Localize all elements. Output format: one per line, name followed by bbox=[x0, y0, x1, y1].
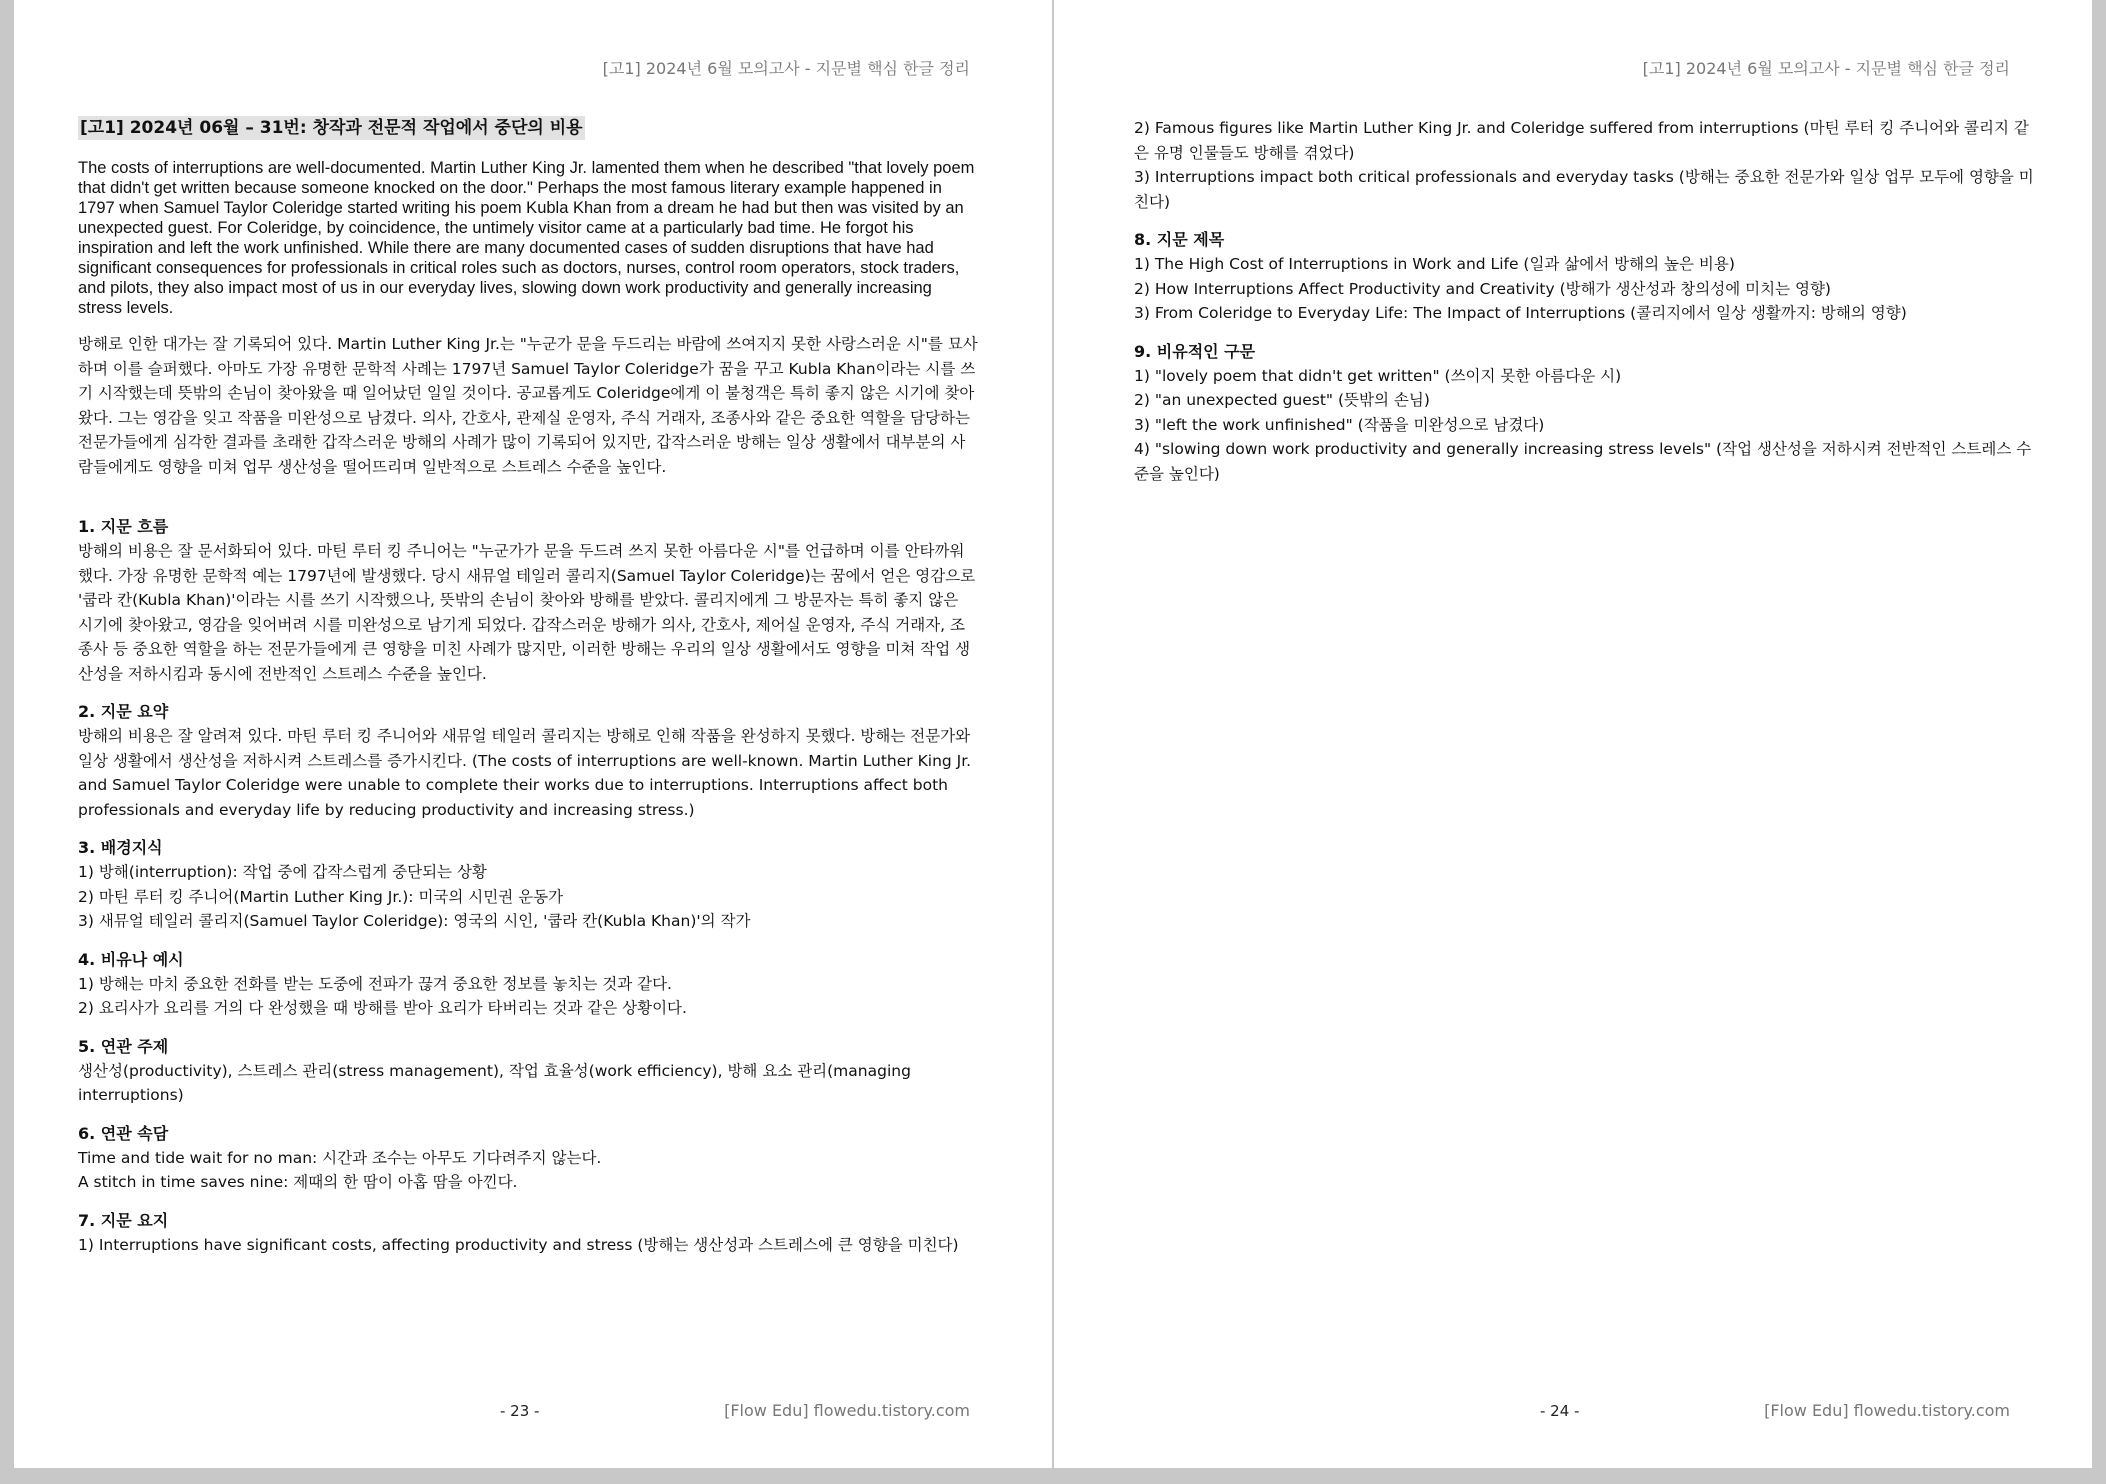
list-item: Time and tide wait for no man: 시간과 조수는 아무도 기다려주지 않는다. bbox=[78, 1148, 602, 1167]
section-heading: 9. 비유적인 구문 bbox=[1134, 341, 1256, 361]
passage-korean: 방해로 인한 대가는 잘 기록되어 있다. Martin Luther King Jr.는 "누군가 문을 두드리는 바람에 쓰여지지 못한 사랑스러운 시"를 묘사하며 이를 슬퍼했다. 아마도 가장 유명한 문학적 사례는 1797년 Samuel Taylor Coleridge가 꿈을 꾸고 Kubla Khan이라는 시를 쓰기 시작했는데 뜻밖의 손님이 찾아왔을 때 일어났던 일일 것이다. 공교롭게도 Coleridge에게 이 불청객은 특히 좋지 않은 시기에 찾아왔다. 그는 영감을 잊고 작품을 미완성으로 남겼다. 의사, 간호사, 관제실 운영자, 주식 거래자, 조종사와 같은 중요한 역할을 담당하는 전문가들에게 심각한 결과를 초래한 갑작스러운 방해의 사례가 많이 기록되어 있지만, 갑작스러운 방해는 일상 생활에서 대부분의 사람들에게도 영향을 미쳐 업무 생산성을 떨어뜨리며 일반적으로 스트레스 수준을 높인다. bbox=[78, 335, 978, 476]
section-related-topics bbox=[78, 1035, 978, 1108]
page-content bbox=[1134, 116, 2034, 500]
running-head: [고1] 2024년 6월 모의고사 - 지문별 핵심 한글 정리 bbox=[602, 59, 970, 78]
list-item: 2) "an unexpected guest" (뜻밖의 손님) bbox=[1134, 391, 1430, 409]
list-item: 3) Interruptions impact both critical professionals and everyday tasks (방해는 중요한 전문가와 일상 업무 모두에 영향을 미친다) bbox=[1134, 168, 2034, 211]
page-number: - 23 - bbox=[500, 1402, 540, 1420]
list-item: 3) "left the work unfinished" (작품을 미완성으로 남겼다) bbox=[1134, 415, 1545, 434]
running-head: [고1] 2024년 6월 모의고사 - 지문별 핵심 한글 정리 bbox=[1642, 59, 2010, 78]
list-item: 2) 요리사가 요리를 거의 다 완성했을 때 방해를 받아 요리가 타버리는 것과 같은 상황이다. bbox=[78, 999, 687, 1017]
document-spread bbox=[14, 0, 2092, 1468]
section-main-idea bbox=[78, 1209, 978, 1258]
section-analogies bbox=[78, 948, 978, 1021]
section-heading: 8. 지문 제목 bbox=[1134, 230, 1225, 249]
section-proverbs bbox=[78, 1122, 978, 1195]
section-background bbox=[78, 836, 978, 934]
section-heading: 3. 배경지식 bbox=[78, 838, 163, 857]
page-23 bbox=[14, 0, 1052, 1468]
page-24 bbox=[1054, 0, 2092, 1468]
list-item: 4) "slowing down work productivity and generally increasing stress levels" (작업 생산성을 저하시켜 전반적인 스트레스 수준을 높인다) bbox=[1134, 440, 2032, 483]
page-content bbox=[78, 116, 978, 1271]
section-text: 방해의 비용은 잘 문서화되어 있다. 마틴 루터 킹 주니어는 "누군가가 문을 두드려 쓰지 못한 아름다운 시"를 언급하며 이를 안타까워했다. 가장 유명한 문학적 예는 1797년에 발생했다. 당시 새뮤얼 테일러 콜리지(Samuel Taylor Coleridge)는 꿈에서 얻은 영감으로 '쿱라 칸(Kubla Khan)'이라는 시를 쓰기 시작했으나, 뜻밖의 손님이 찾아와 방해를 받았다. 콜리지에게 그 방문자는 특히 좋지 않은 시기에 찾아왔고, 영감을 잊어버려 시를 미완성으로 남기게 되었다. 갑작스러운 방해가 의사, 간호사, 제어실 운영자, 주식 거래자, 조종사 등 중요한 역할을 하는 전문가들에게 큰 영향을 미친 사례가 많지만, 이러한 방해는 우리의 일상 생활에서도 영향을 미쳐 작업 생산성을 저하시킴과 동시에 전반적인 스트레스 수준을 높인다. bbox=[78, 542, 976, 683]
section-heading: 6. 연관 속담 bbox=[78, 1123, 169, 1143]
section-heading: 2. 지문 요약 bbox=[78, 702, 169, 721]
section-text: 생산성(productivity), 스트레스 관리(stress management), 작업 효율성(work efficiency), 방해 요소 관리(managing interruptions) bbox=[78, 1061, 911, 1104]
list-item: 2) 마틴 루터 킹 주니어(Martin Luther King Jr.): 미국의 시민권 운동가 bbox=[78, 887, 564, 906]
footer-brand: [Flow Edu] flowedu.tistory.com bbox=[1764, 1401, 2010, 1420]
section-titles bbox=[1134, 228, 2034, 326]
section-heading: 1. 지문 흐름 bbox=[78, 517, 169, 536]
section-text: 방해의 비용은 잘 알려져 있다. 마틴 루터 킹 주니어와 새뮤얼 테일러 콜리지는 방해로 인해 작품을 완성하지 못했다. 방해는 전문가와 일상 생활에서 생산성을 저하시켜 스트레스를 증가시킨다. (The costs of interruptions are well-known. Martin Luther King Jr. and Samuel Taylor Coleridge were unable to complete their works due to interruptions. Interruptions affect both professionals and everyday life by reducing productivity and increasing stress.) bbox=[78, 727, 972, 819]
list-item: 3) 새뮤얼 테일러 콜리지(Samuel Taylor Coleridge): 영국의 시인, '쿱라 칸(Kubla Khan)'의 작가 bbox=[78, 912, 751, 930]
list-item: 2) Famous figures like Martin Luther King Jr. and Coleridge suffered from interruptions (마틴 루터 킹 주니어와 콜리지 같은 유명 인물들도 방해를 겪었다) bbox=[1134, 119, 2029, 162]
list-item: 1) The High Cost of Interruptions in Work and Life (일과 삶에서 방해의 높은 비용) bbox=[1134, 255, 1735, 273]
section-heading: 4. 비유나 예시 bbox=[78, 949, 184, 969]
footer-brand: [Flow Edu] flowedu.tistory.com bbox=[724, 1401, 970, 1420]
passage-english: The costs of interruptions are well-documented. Martin Luther King Jr. lamented them when he described "that lovely poem that didn't get written because someone knocked on the door." Perhaps the most famous literary example happened in 1797 when Samuel Taylor Coleridge started writing his poem Kubla Khan from a dream he had but then was visited by an unexpected guest. For Coleridge, by coincidence, the untimely visitor came at a particularly bad time. He forgot his inspiration and left the work unfinished. While there are many documented cases of sudden disruptions that have had significant consequences for professionals in critical roles such as doctors, nurses, control room operators, stock traders, and pilots, they also impact most of us in our everyday lives, slowing down work productivity and generally increasing stress levels. bbox=[78, 159, 975, 317]
list-item: 1) 방해는 마치 중요한 전화를 받는 도중에 전파가 끊겨 중요한 정보를 놓치는 것과 같다. bbox=[78, 974, 672, 993]
list-item: A stitch in time saves nine: 제때의 한 땀이 아홉 땀을 아낀다. bbox=[78, 1173, 518, 1191]
list-item: 2) How Interruptions Affect Productivity and Creativity (방해가 생산성과 창의성에 미치는 영향) bbox=[1134, 279, 1831, 298]
section-heading: 5. 연관 주제 bbox=[78, 1036, 169, 1056]
section-summary bbox=[78, 700, 978, 822]
section-heading: 7. 지문 요지 bbox=[78, 1210, 169, 1230]
section-passage-flow bbox=[78, 515, 978, 686]
section-figurative-phrases bbox=[1134, 340, 2034, 487]
list-item: 1) Interruptions have significant costs, affecting productivity and stress (방해는 생산성과 스트레스에 큰 영향을 미친다) bbox=[78, 1235, 959, 1254]
list-item: 1) 방해(interruption): 작업 중에 갑작스럽게 중단되는 상황 bbox=[78, 863, 487, 881]
page-number: - 24 - bbox=[1540, 1402, 1580, 1420]
section-main-idea-continued bbox=[1134, 116, 2034, 214]
document-title: [고1] 2024년 06월 – 31번: 창작과 전문적 작업에서 중단의 비용 bbox=[80, 118, 583, 138]
list-item: 1) "lovely poem that didn't get written" (쓰이지 못한 아름다운 시) bbox=[1134, 366, 1622, 385]
list-item: 3) From Coleridge to Everyday Life: The Impact of Interruptions (콜리지에서 일상 생활까지: 방해의 영향) bbox=[1134, 304, 1907, 322]
